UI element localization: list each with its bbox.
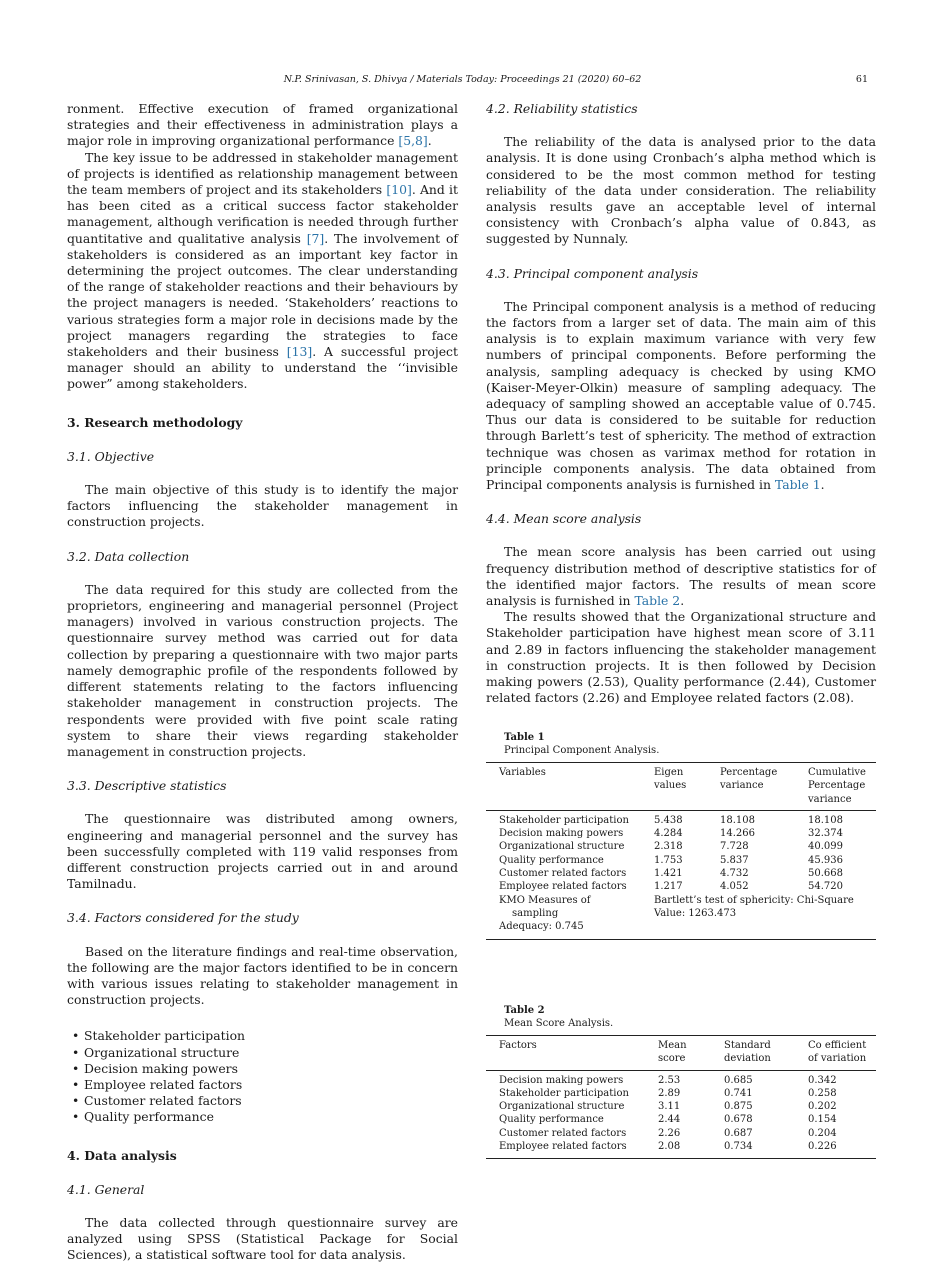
- subsection-heading-factors: 3.4. Factors considered for the study: [67, 910, 299, 926]
- paragraph-factors: Based on the literature findings and real-time observation, the following are the major factors identified to be in concern with various issues relating to stakeholder management in construction projects.: [67, 943, 458, 1008]
- paragraph-descriptive-statistics: The questionnaire was distributed among owners, engineering and managerial personnel and the survey has been successfully completed with 119 valid responses from different construction projects carried out in and around Tamilnadu.: [67, 811, 458, 892]
- table-row: Employee related factors 1.217 4.052 54.720: [499, 881, 843, 893]
- subsection-heading-data-collection: 3.2. Data collection: [67, 548, 190, 564]
- table-row: Stakeholder participation 2.89 0.741 0.258: [499, 1087, 837, 1099]
- paragraph-reliability: The reliability of the data is analysed prior to the data analysis. It is done using Cronbach’s alpha method which is considered to be the most common method for testing reliability of the data under consideration. The reliability analysis results gave an acceptable level of internal consistency with Cronbach’s alpha value of 0.843, as suggested by Nunnaly.: [486, 134, 876, 247]
- paragraph-mean-score-results: The results showed that the Organizational structure and Stakeholder participation have highest mean score of 3.11 and 2.89 in factors influencing the stakeholder management in construction projects. It is then followed by Decision making powers (2.53), Quality performance (2.44), Customer related factors (2.26) and Employee related factors (2.08).: [486, 609, 876, 706]
- subsection-heading-reliability: 4.2. Reliability statistics: [486, 101, 638, 116]
- table2: [486, 1035, 876, 1159]
- list-item: • Employee related factors: [67, 1077, 458, 1093]
- column-header: Standard deviation: [724, 1040, 771, 1065]
- citation-link[interactable]: [10]: [386, 182, 412, 198]
- list-item: • Organizational structure: [67, 1045, 458, 1061]
- paragraph-general: The data collected through questionnaire survey are analyzed using SPSS (Statistical Package for Social Sciences), a statistical software tool for data analysis.: [67, 1214, 458, 1263]
- table-row: Decision making powers 4.284 14.266 32.374: [499, 828, 843, 840]
- table-header-row: [486, 763, 876, 811]
- table-row: Decision making powers 2.53 0.685 0.342: [499, 1074, 837, 1086]
- table1-label: Table 1: [504, 732, 545, 743]
- section-heading-data-analysis: 4. Data analysis: [67, 1147, 177, 1163]
- running-title: N.P. Srinivasan, S. Dhivya / Materials Today: Proceedings 21 (2020) 60–62: [283, 74, 642, 85]
- table-row: Customer related factors 2.26 0.687 0.204: [499, 1127, 837, 1139]
- table-row-kmo: [486, 894, 876, 939]
- running-header: [0, 74, 925, 88]
- table-row: Organizational structure 3.11 0.875 0.202: [499, 1101, 837, 1113]
- table-row: Stakeholder participation 5.438 18.108 18.108: [499, 814, 843, 826]
- column-header: Variables: [499, 767, 546, 778]
- table-row: Organizational structure 2.318 7.728 40.099: [499, 841, 843, 853]
- table1-block: [486, 731, 876, 940]
- paragraph-data-collection: The data required for this study are collected from the proprietors, engineering and managerial personnel (Project managers) involved in various construction projects. The questionnaire survey method was carried out for data collection by preparing a questionnaire with two major parts namely demographic profile of the respondents followed by different statements relating to the factors influencing stakeholder management in construction projects. The respondents were provided with five point scale rating system to share their views regarding stakeholder management in construction projects.: [67, 581, 458, 759]
- paragraph-pca: The Principal component analysis is a method of reducing the factors from a larger set of data. The main aim of this analysis is to explain maximum variance with very few numbers of principal components. Before performing the analysis, sampling adequacy is checked by using KMO (Kaiser-Meyer-Olkin) measure of sampling adequacy. The adequacy of sampling showed an acceptable value of 0.745. Thus our data is considered to be suitable for reduction through Barlett’s test of sphericity. The method of extraction technique was chosen as varimax method for rotation in principle components analysis. The data obtained from Principal components analysis is furnished in Table 1.: [486, 298, 876, 493]
- kmo-cell: KMO Measures of sampling Adequacy: 0.745: [499, 894, 591, 933]
- table-row: Quality performance 2.44 0.678 0.154: [499, 1114, 837, 1126]
- table-row: Quality performance 1.753 5.837 45.936: [499, 854, 843, 866]
- citation-link[interactable]: [7]: [306, 230, 325, 246]
- column-header: Percentage variance: [720, 767, 778, 792]
- column-header: Cumulative Percentage variance: [808, 767, 866, 805]
- column-header: Factors: [499, 1040, 537, 1051]
- column-header: Eigen values: [654, 767, 687, 792]
- bartlett-cell: Bartlett’s test of sphericity: Chi-Square Value: 1263.473: [654, 894, 854, 919]
- paragraph-key-issue: The key issue to be addressed in stakeholder management of projects is identified as relationship management between the team members of project and its stakeholders [10]. And it has been cited as a critical success factor stakeholder management, although verification is needed through further quantitative and qualitative analysis [7]. The involvement of stakeholders is considered as an important key factor in determining the project outcomes. The clear understanding of the range of stakeholder reactions and their behaviours by the project managers is needed. ‘Stakeholders’ reactions to various strategies form a major role in decisions made by the project managers regarding the strategies to face stakeholders and their business [13]. A successful project manager should an ability to understand the ‘‘invisible power” among stakeholders.: [67, 149, 458, 392]
- subsection-heading-objective: 3.1. Objective: [67, 448, 155, 464]
- table-row: Employee related factors 2.08 0.734 0.226: [499, 1141, 837, 1153]
- paragraph-intro-continued: ronment. Effective execution of framed organizational strategies and their effectiveness in administration plays a major role in improving organizational performance [5,8].: [67, 101, 458, 149]
- citation-link[interactable]: [5,8]: [398, 133, 428, 149]
- right-column: [486, 101, 876, 707]
- paragraph-mean-score-method: The mean score analysis has been carried out using frequency distribution method of descriptive statistics for of the identified major factors. The results of mean score analysis is furnished in Table 2.: [486, 544, 876, 609]
- citation-link[interactable]: [13]: [286, 344, 313, 360]
- list-item: • Customer related factors: [67, 1093, 458, 1109]
- table1-caption: Principal Component Analysis.: [504, 745, 660, 756]
- subsection-heading-pca: 4.3. Principal component analysis: [486, 265, 699, 281]
- factor-list: [67, 1028, 458, 1125]
- section-heading-research-methodology: 3. Research methodology: [67, 414, 243, 430]
- column-header: Co efficient of variation: [808, 1040, 867, 1065]
- subsection-heading-descriptive-statistics: 3.3. Descriptive statistics: [67, 778, 227, 794]
- left-column: [67, 101, 458, 1264]
- table2-block: [486, 1004, 876, 1159]
- paragraph-objective: The main objective of this study is to identify the major factors influencing the stakeholder management in construction projects.: [67, 482, 458, 530]
- list-item: • Decision making powers: [67, 1061, 458, 1077]
- subsection-heading-mean-score: 4.4. Mean score analysis: [486, 511, 642, 527]
- table1: [486, 762, 876, 940]
- table-reference-link[interactable]: Table 2: [634, 593, 681, 609]
- list-item: • Stakeholder participation: [67, 1028, 458, 1044]
- table2-caption: Mean Score Analysis.: [504, 1018, 614, 1029]
- table-row: Customer related factors 1.421 4.732 50.668: [499, 868, 843, 880]
- table2-label: Table 2: [504, 1005, 545, 1016]
- column-header: Mean score: [658, 1040, 687, 1065]
- list-item: • Quality performance: [67, 1109, 458, 1125]
- page-number: 61: [855, 74, 868, 85]
- subsection-heading-general: 4.1. General: [67, 1181, 145, 1197]
- table-reference-link[interactable]: Table 1: [774, 477, 821, 493]
- table-header-row: [486, 1036, 876, 1071]
